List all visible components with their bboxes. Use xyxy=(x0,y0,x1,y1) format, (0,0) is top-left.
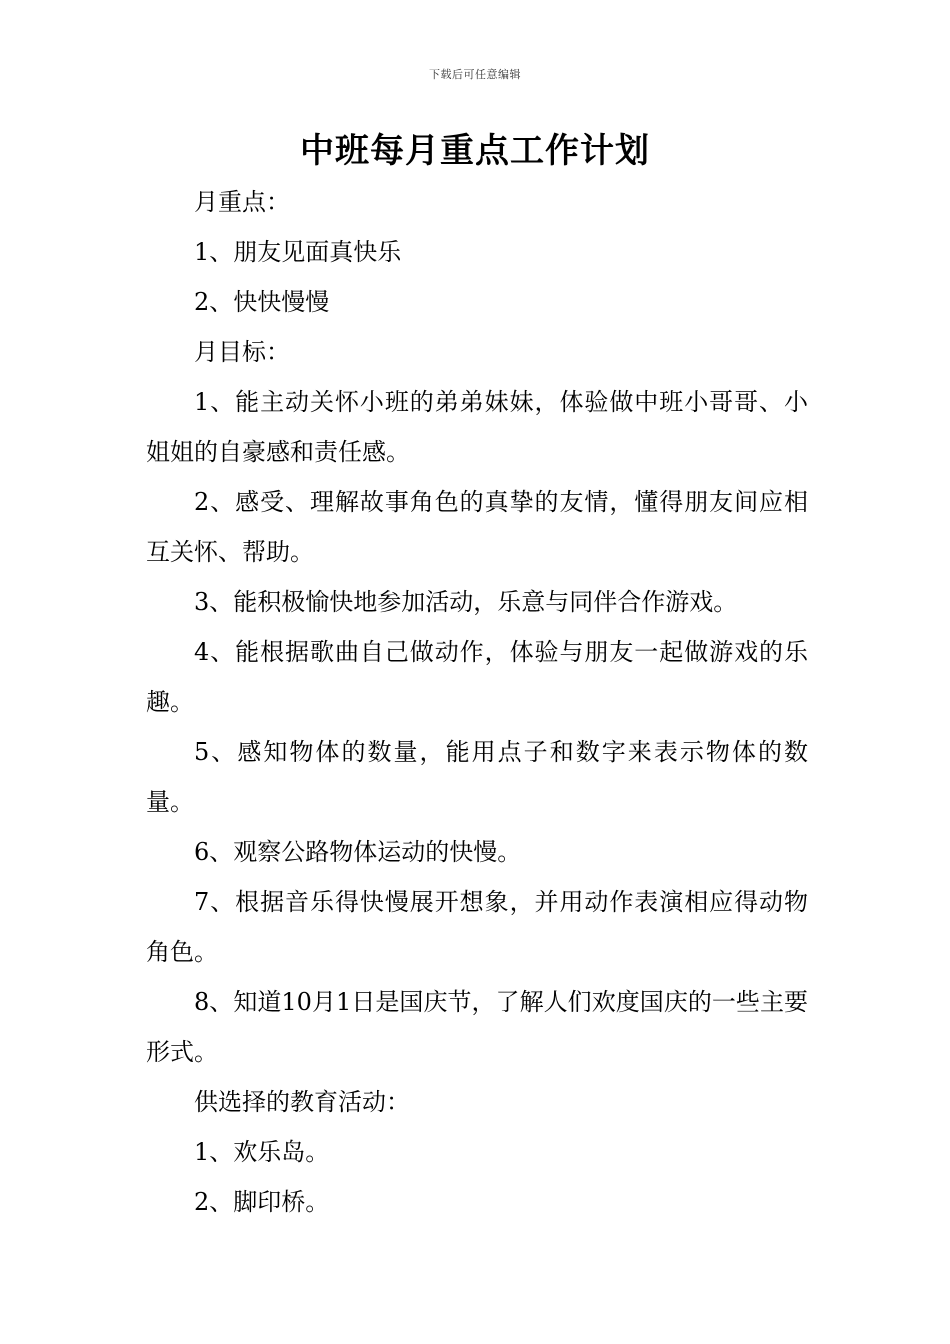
section-heading-activities: 供选择的教育活动： xyxy=(194,1088,410,1116)
focus-item-1: 1、朋友见面真快乐 xyxy=(194,238,402,266)
document-title: 中班每月重点工作计划 xyxy=(300,131,650,171)
goal-item-5: 5、感知物体的数量，能用点子和数字来表示物体的数量。 xyxy=(146,738,808,816)
focus-item-2: 2、快快慢慢 xyxy=(194,288,330,316)
header-note: 下载后可任意编辑 xyxy=(429,68,521,81)
goal-item-6: 6、观察公路物体运动的快慢。 xyxy=(194,838,522,866)
goal-item-4: 4、能根据歌曲自己做动作，体验与朋友一起做游戏的乐趣。 xyxy=(146,638,808,716)
activity-item-1: 1、欢乐岛。 xyxy=(194,1138,330,1166)
goal-item-7: 7、根据音乐得快慢展开想象，并用动作表演相应得动物角色。 xyxy=(146,888,808,966)
goal-item-2: 2、感受、理解故事角色的真挚的友情，懂得朋友间应相互关怀、帮助。 xyxy=(146,488,808,566)
goal-item-3: 3、能积极愉快地参加活动，乐意与同伴合作游戏。 xyxy=(194,588,738,616)
activity-item-2: 2、脚印桥。 xyxy=(194,1188,330,1216)
goal-item-8: 8、知道10月1日是国庆节，了解人们欢度国庆的一些主要形式。 xyxy=(146,988,808,1066)
section-heading-monthly-goals: 月目标： xyxy=(194,338,290,366)
section-heading-monthly-focus: 月重点： xyxy=(194,188,290,216)
goal-item-1: 1、能主动关怀小班的弟弟妹妹，体验做中班小哥哥、小姐姐的自豪感和责任感。 xyxy=(146,388,808,466)
document-body xyxy=(146,177,808,1227)
